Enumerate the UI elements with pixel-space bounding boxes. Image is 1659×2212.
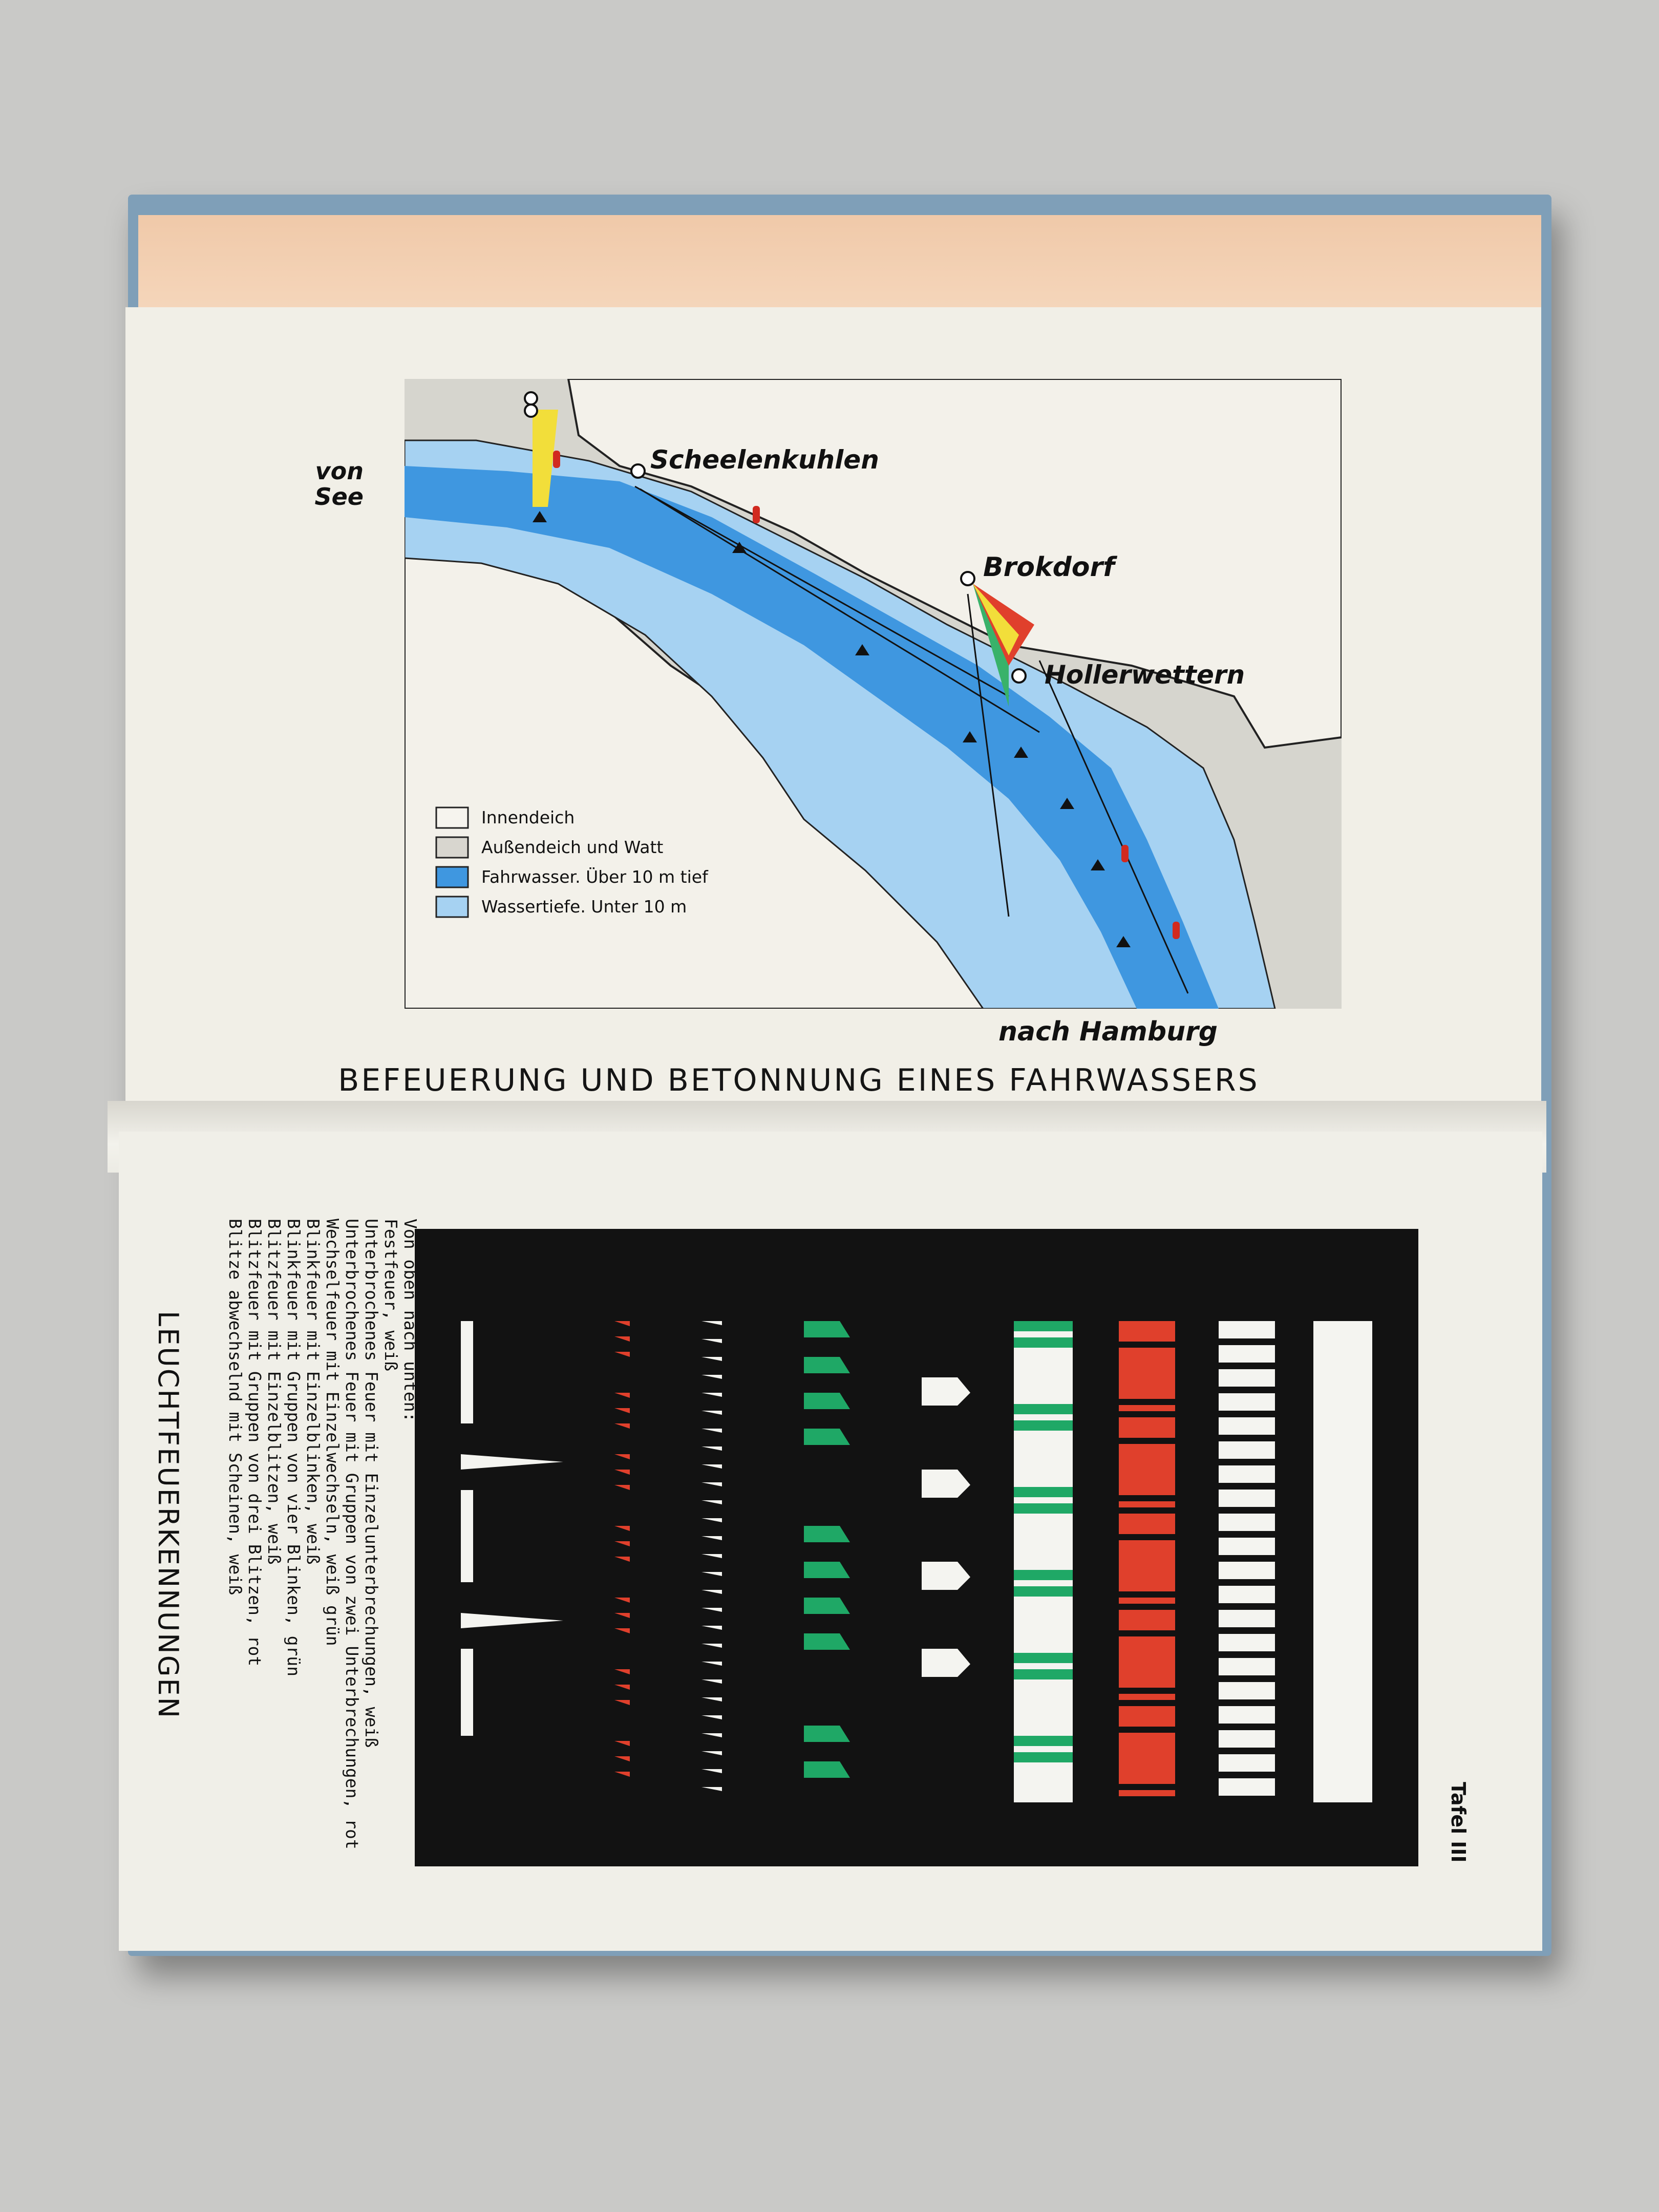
- light-item-1: Unterbrochenes Feuer mit Einzelunterbrechungen, weiß: [361, 1219, 381, 1748]
- occulting-red: [1119, 1636, 1175, 1688]
- occulting-white: [1219, 1417, 1275, 1435]
- fairway-map: [405, 379, 1342, 1009]
- fixed-light-white: [1313, 1321, 1372, 1802]
- occulting-red: [1119, 1501, 1175, 1507]
- alternating-light: [1014, 1597, 1073, 1653]
- alternating-light: [1014, 1746, 1073, 1752]
- alternating-light: [1014, 1762, 1073, 1802]
- occulting-white: [1219, 1778, 1275, 1796]
- alternating-light: [1014, 1663, 1073, 1669]
- occulting-red: [1119, 1444, 1175, 1495]
- occulting-white: [1219, 1634, 1275, 1651]
- occulting-white: [1219, 1369, 1275, 1387]
- map-caption: BEFEUERUNG UND BETONNUNG EINES FAHRWASSERS: [338, 1062, 1260, 1098]
- alternating-light: [1014, 1669, 1073, 1679]
- occulting-white: [1219, 1754, 1275, 1772]
- occulting-white: [1219, 1441, 1275, 1459]
- light-item-7: Blitzfeuer mit Gruppen von drei Blitzen, rot: [245, 1219, 265, 1667]
- occulting-red: [1119, 1348, 1175, 1399]
- place-brokdorf: Brokdorf: [983, 552, 1115, 583]
- light-list: [225, 1219, 420, 1849]
- occulting-red: [1119, 1598, 1175, 1604]
- place-scheelenkuhlen: Scheelenkuhlen: [650, 445, 879, 475]
- plate-number: [1439, 1782, 1470, 1915]
- light-item-2: Unterbrochenes Feuer mit Gruppen von zwei Unterbrechungen, rot: [342, 1219, 362, 1849]
- occulting-red: [1119, 1405, 1175, 1411]
- light-list-intro: Von oben nach unten:: [400, 1219, 420, 1422]
- alternating-light: [1014, 1653, 1073, 1663]
- occulting-white: [1219, 1465, 1275, 1483]
- alternating-light: [1014, 1404, 1073, 1414]
- occulting-red: [1119, 1706, 1175, 1727]
- place-hollerwettern: Hollerwettern: [1045, 660, 1245, 690]
- occulting-white: [1219, 1562, 1275, 1579]
- occulting-red: [1119, 1417, 1175, 1438]
- light-item-4: Blinkfeuer mit Einzelblinken, weiß: [303, 1219, 323, 1565]
- occulting-white: [1219, 1682, 1275, 1699]
- occulting-white: [1219, 1345, 1275, 1363]
- alternating-light: [1014, 1503, 1073, 1514]
- plate-title: LEUCHTFEUERKENNUNGEN: [152, 1311, 184, 1719]
- label-von-see: von See: [314, 457, 364, 511]
- occulting-white: [1219, 1393, 1275, 1411]
- legend-rotated: [133, 1178, 420, 1859]
- alternating-light: [1014, 1331, 1073, 1337]
- legend-label-3: Wassertiefe. Unter 10 m: [481, 897, 687, 917]
- alternating-light: [1014, 1337, 1073, 1348]
- legend-label-1: Außendeich und Watt: [481, 837, 664, 857]
- alternating-light: [1014, 1497, 1073, 1503]
- alternating-light: [1014, 1321, 1073, 1331]
- light-item-6: Blitzfeuer mit Einzelblitzen, weiß: [264, 1219, 284, 1565]
- long-light-3: [461, 1649, 473, 1736]
- occulting-red: [1119, 1321, 1175, 1342]
- alternating-light: [1014, 1348, 1073, 1404]
- alternating-light: [1014, 1487, 1073, 1497]
- plate-number-text: Tafel III: [1447, 1782, 1470, 1863]
- alternating-light: [1014, 1580, 1073, 1586]
- occulting-white: [1219, 1730, 1275, 1748]
- legend-label-2: Fahrwasser. Über 10 m tief: [481, 867, 708, 887]
- legend-label-0: Innendeich: [481, 807, 575, 827]
- alternating-light: [1014, 1736, 1073, 1746]
- occulting-white: [1219, 1658, 1275, 1675]
- alternating-light: [1014, 1586, 1073, 1597]
- light-item-8: Blitze abwechselnd mit Scheinen, weiß: [225, 1219, 245, 1596]
- alternating-light: [1014, 1570, 1073, 1580]
- occulting-white: [1219, 1514, 1275, 1531]
- occulting-red: [1119, 1733, 1175, 1784]
- occulting-white: [1219, 1490, 1275, 1507]
- long-light-2: [461, 1490, 473, 1582]
- occulting-white: [1219, 1321, 1275, 1338]
- alternating-light: [1014, 1679, 1073, 1736]
- label-nach-hamburg: nach Hamburg: [998, 1016, 1218, 1047]
- alternating-light: [1014, 1514, 1073, 1570]
- light-characteristics-panel: [415, 1229, 1418, 1866]
- occulting-red: [1119, 1514, 1175, 1534]
- alternating-light: [1014, 1420, 1073, 1431]
- light-item-0: Festfeuer, weiß: [381, 1219, 401, 1372]
- occulting-red: [1119, 1790, 1175, 1796]
- light-item-5: Blinkfeuer mit Gruppen von vier Blinken, grün: [284, 1219, 304, 1677]
- occulting-white: [1219, 1706, 1275, 1724]
- alternating-light: [1014, 1752, 1073, 1762]
- occulting-red: [1119, 1694, 1175, 1700]
- occulting-white: [1219, 1538, 1275, 1555]
- occulting-white: [1219, 1610, 1275, 1627]
- long-light: [461, 1321, 473, 1423]
- light-item-3: Wechselfeuer mit Einzelwechseln, weiß grün: [323, 1219, 343, 1646]
- occulting-red: [1119, 1610, 1175, 1630]
- occulting-white: [1219, 1586, 1275, 1603]
- alternating-light: [1014, 1431, 1073, 1487]
- occulting-red: [1119, 1540, 1175, 1591]
- alternating-light: [1014, 1414, 1073, 1420]
